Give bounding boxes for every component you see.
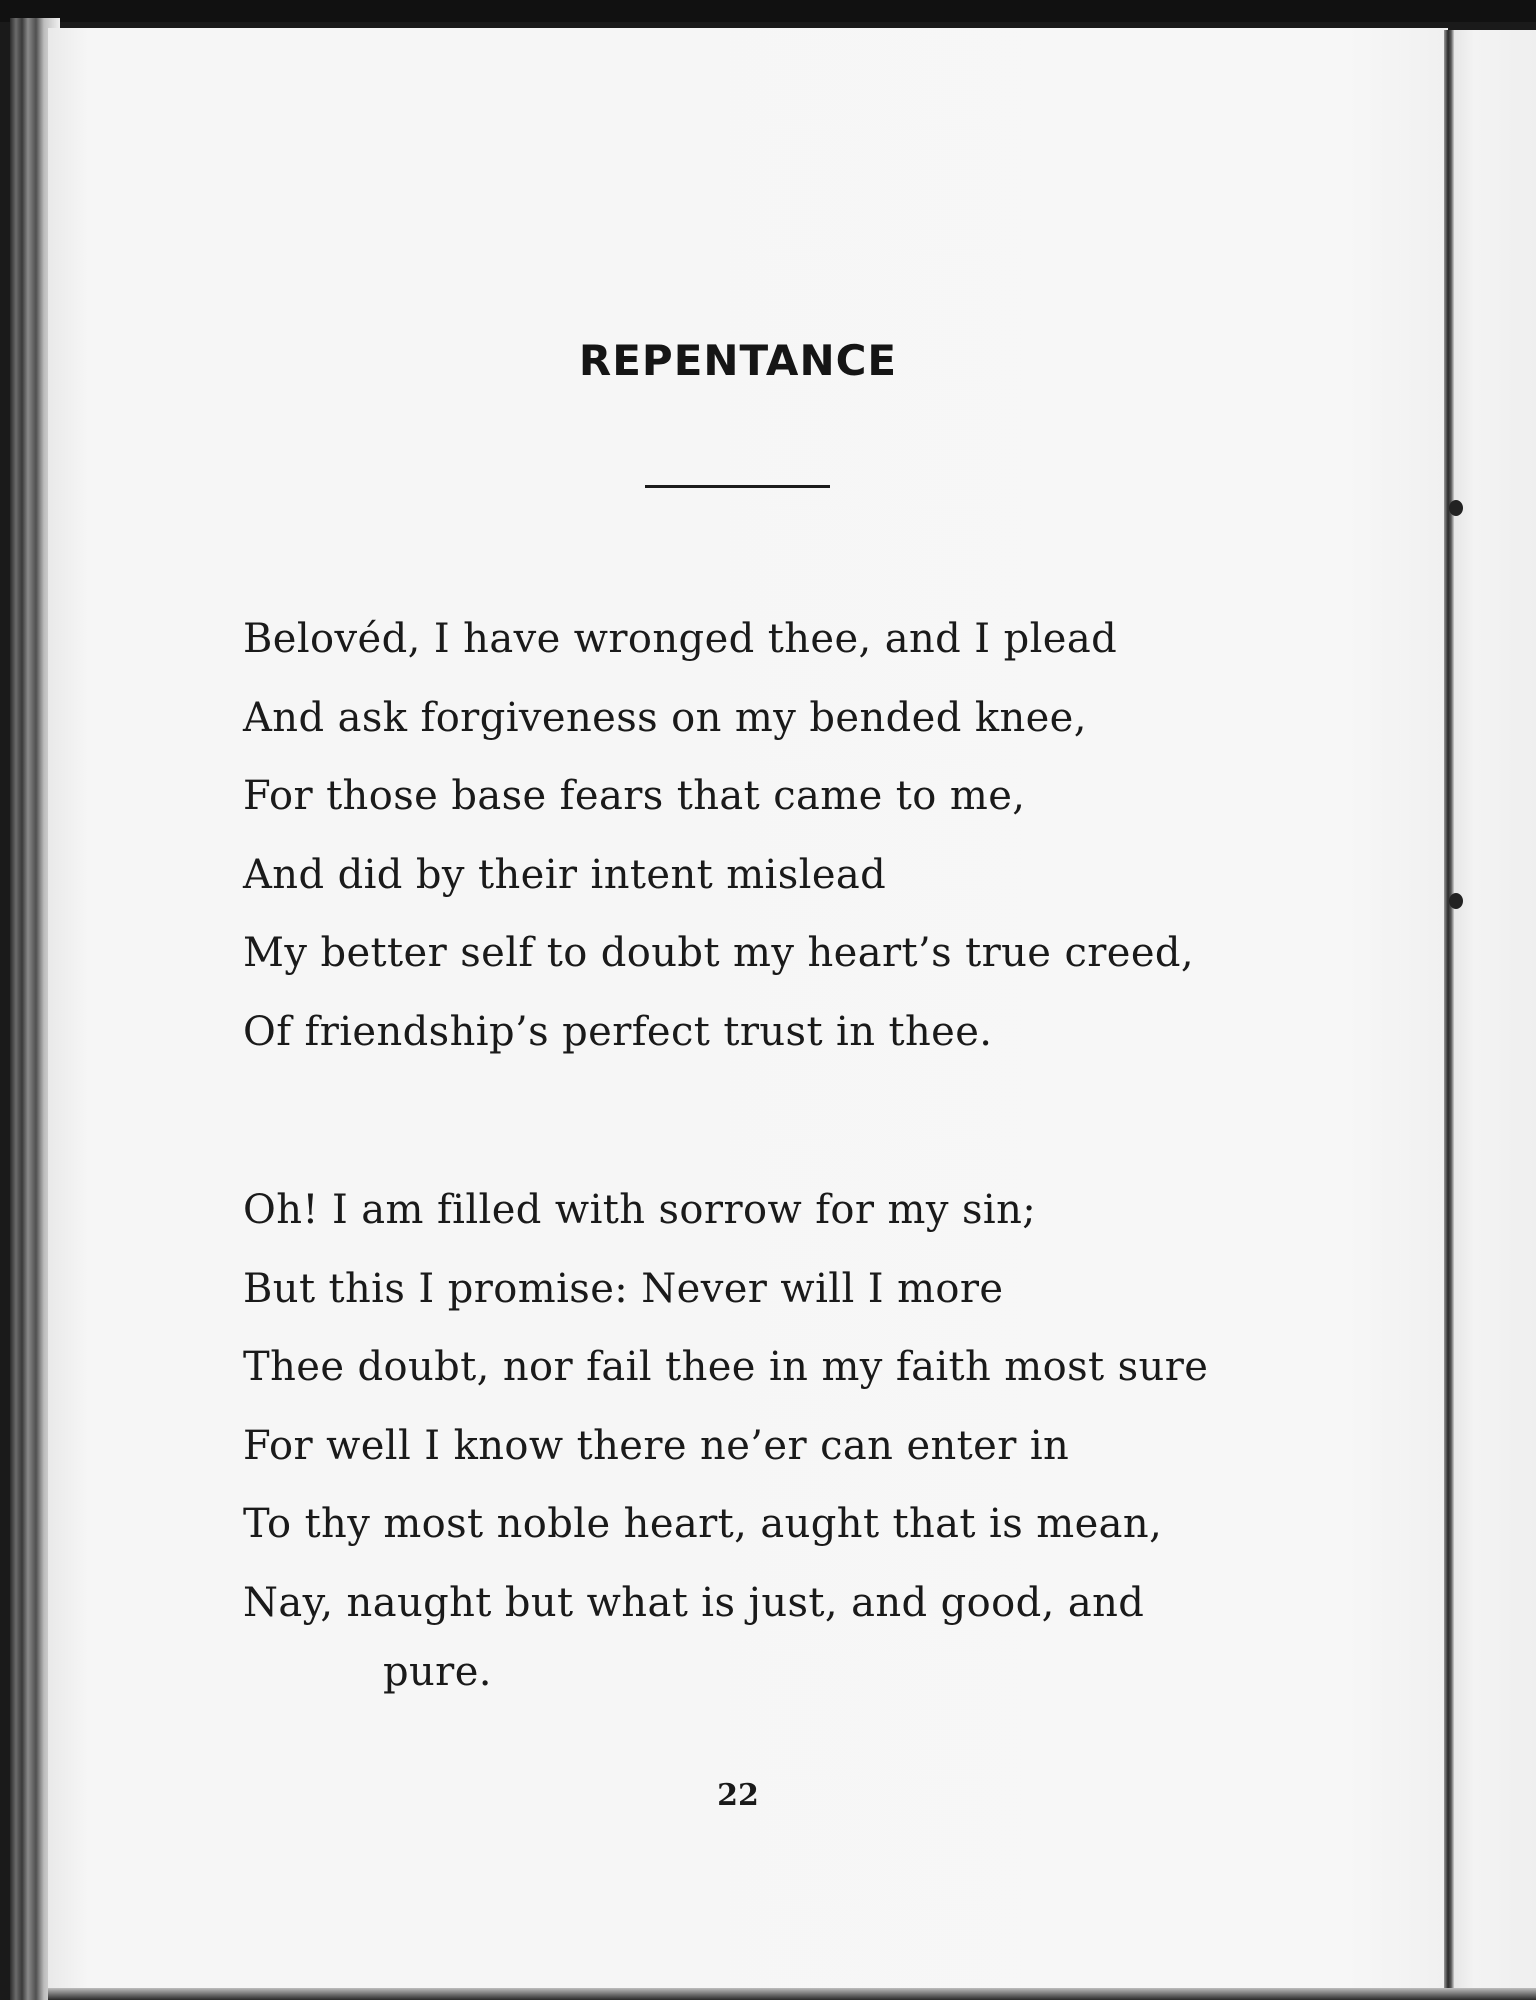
stanza-1 (243, 600, 1283, 1071)
poem-line: And did by their intent mislead (243, 851, 887, 898)
poem-line: Thee doubt, nor fail thee in my faith most sure (243, 1344, 1209, 1390)
poem-line: Belovéd, I have wronged thee, and I plead (243, 616, 1118, 662)
poem-body (243, 600, 1283, 1702)
poem-line: Nay, naught but what is just, and good, and (243, 1579, 1145, 1626)
stanza-2 (243, 1171, 1283, 1702)
poem-line-continuation: pure. (383, 1649, 492, 1695)
poem-title: REPENTANCE (578, 336, 898, 385)
poem-line: For those base fears that came to me, (243, 773, 1026, 819)
book-gutter (1444, 30, 1454, 2000)
stanza-break (243, 1071, 1283, 1171)
binding-stitch (1449, 500, 1463, 516)
binding-stitch (1449, 893, 1463, 909)
facing-page-edge (1454, 30, 1536, 2000)
poem-line: For well I know there ne’er can enter in (243, 1422, 1070, 1469)
poem-line: Oh! I am filled with sorrow for my sin; (243, 1187, 1037, 1233)
poem-line: And ask forgiveness on my bended knee, (243, 694, 1087, 741)
page-number: 22 (717, 1778, 759, 1813)
poem-line: But this I promise: Never will I more (243, 1265, 1004, 1312)
title-divider-rule (645, 485, 830, 488)
poem-line: To thy most noble heart, aught that is mean, (243, 1501, 1163, 1547)
scan-bottom-border (48, 1988, 1536, 2000)
scan-top-border (0, 0, 1536, 22)
poem-line: My better self to doubt my heart’s true creed, (243, 930, 1195, 976)
poem-line: Of friendship’s perfect trust in thee. (243, 1008, 993, 1055)
